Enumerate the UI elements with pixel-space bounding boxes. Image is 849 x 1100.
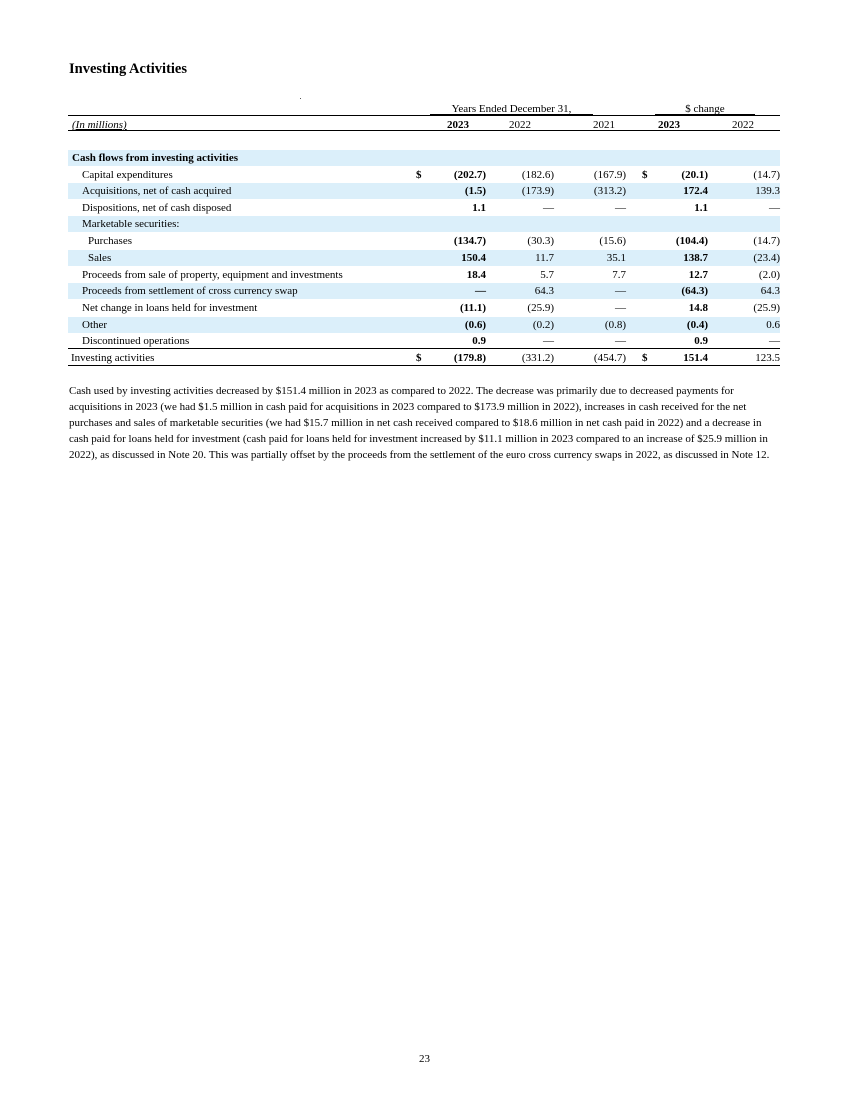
table-row: [68, 317, 780, 333]
cell-2022: (173.9): [521, 185, 554, 197]
cell-change-2023: (104.4): [675, 235, 708, 247]
row-label: Capital expenditures: [82, 169, 173, 181]
table-row: [68, 216, 780, 232]
cell-change-2022: (14.7): [753, 169, 780, 181]
dollar-change-header: $ change: [685, 103, 725, 115]
total-row: [68, 350, 780, 366]
row-label: Marketable securities:: [82, 218, 180, 230]
cell-change-2023: 172.4: [683, 185, 708, 197]
cell-2021: —: [615, 202, 626, 214]
cell-change-2022: —: [769, 335, 780, 347]
cell-2023: 150.4: [461, 252, 486, 264]
cell-2021: 35.1: [606, 252, 626, 264]
cell-change-2023: 14.8: [688, 302, 708, 314]
row-label: Sales: [88, 252, 112, 264]
cell-change-2022: (25.9): [753, 302, 780, 314]
cell-2022: 64.3: [534, 285, 554, 297]
section-heading: Investing Activities: [69, 61, 188, 77]
section-row: [68, 150, 780, 166]
page-number: 23: [419, 1053, 430, 1065]
total-bottom-rule: [68, 365, 780, 366]
cell-2021: —: [615, 335, 626, 347]
cell-change-2023: 1.1: [694, 202, 708, 214]
cell-change-2023: (0.4): [686, 319, 708, 331]
table-row: [68, 300, 780, 316]
table-row: [68, 183, 780, 199]
table-row: [68, 233, 780, 249]
cell-2021: (15.6): [599, 235, 626, 247]
total-cell-2023: (179.8): [453, 352, 486, 364]
cell-2022: (30.3): [527, 235, 554, 247]
row-label: Proceeds from sale of property, equipment and investments: [82, 269, 343, 281]
stray-dot: [300, 98, 301, 99]
col-header-change-2022: 2022: [732, 119, 754, 131]
row-label: Acquisitions, net of cash acquired: [82, 185, 232, 197]
cell-change-2023: 12.7: [688, 269, 708, 281]
cell-2021: (0.8): [604, 319, 626, 331]
table-row: [68, 250, 780, 266]
cell-change-2022: 139.3: [755, 185, 780, 197]
header-bottom-rule: [68, 130, 780, 131]
table-row: [68, 283, 780, 299]
cell-change-2022: (2.0): [758, 269, 780, 281]
cell-change-2023: (64.3): [681, 285, 708, 297]
table-top-rule: [68, 115, 780, 116]
table-row: [68, 333, 780, 349]
currency-symbol: $: [642, 352, 648, 364]
total-cell-change-2023: 151.4: [683, 352, 708, 364]
cell-2023: 18.4: [466, 269, 486, 281]
cell-change-2023: 0.9: [694, 335, 708, 347]
table-row: [68, 267, 780, 283]
cell-2023: (11.1): [460, 302, 486, 314]
change-group-underline: [655, 114, 755, 115]
cell-2023: (202.7): [453, 169, 486, 181]
cell-change-2022: 0.6: [766, 319, 780, 331]
cell-2023: 0.9: [472, 335, 486, 347]
cell-2022: —: [543, 335, 554, 347]
total-label: Investing activities: [71, 352, 155, 364]
currency-symbol: $: [416, 352, 422, 364]
cell-change-2022: —: [769, 202, 780, 214]
row-label: Dispositions, net of cash disposed: [82, 202, 232, 214]
section-title: Cash flows from investing activities: [72, 152, 239, 164]
row-label: Discontinued operations: [82, 335, 190, 347]
col-header-2021: 2021: [593, 119, 615, 131]
cell-change-2023: (20.1): [681, 169, 708, 181]
cell-2021: 7.7: [612, 269, 626, 281]
cell-2022: (0.2): [532, 319, 554, 331]
total-cell-change-2022: 123.5: [755, 352, 780, 364]
total-top-rule: [68, 348, 780, 349]
years-group-underline: [430, 114, 593, 115]
cell-2022: —: [543, 202, 554, 214]
cell-2023: (1.5): [464, 185, 486, 197]
cell-2021: —: [615, 302, 626, 314]
cell-2023: 1.1: [472, 202, 486, 214]
units-label: (In millions): [72, 119, 127, 131]
cell-change-2022: 64.3: [760, 285, 780, 297]
years-ended-header: Years Ended December 31,: [451, 103, 572, 115]
analysis-paragraph: Cash used by investing activities decreased by $151.4 million in 2023 as compared to 2022. The decrease was primarily due to decreased payments for acquisitions in 2023 (we had $1.5 million in cash paid for acquisitions in 2023 compared to $173.9 million in 2022), increases in cash received for the net purchases and sales of marketable securities (we had $15.7 million in net cash received compared to $18.6 million in net cash paid in 2022) and a decrease in cash paid for loans held for investment (cash paid for loans held for investment increased by $11.1 million in 2023 compared to an increase of $25.9 million in 2022), as discussed in Note 20. This was partially offset by the proceeds from the settlement of the euro cross currency swaps in 2022, as discussed in Note 12.: [69, 385, 770, 461]
cell-change-2022: (14.7): [753, 235, 780, 247]
cell-2021: (313.2): [593, 185, 626, 197]
row-label: Other: [82, 319, 108, 331]
cell-2022: 11.7: [535, 252, 554, 264]
currency-symbol: $: [642, 169, 648, 181]
row-label: Proceeds from settlement of cross currency swap: [82, 285, 298, 297]
table-row: [68, 167, 780, 183]
cell-change-2023: 138.7: [683, 252, 708, 264]
cell-2021: —: [615, 285, 626, 297]
row-label: Purchases: [88, 235, 132, 247]
cell-2023: —: [475, 285, 486, 297]
col-header-2022: 2022: [509, 119, 531, 131]
cell-2021: (167.9): [593, 169, 626, 181]
cell-2022: 5.7: [540, 269, 554, 281]
currency-symbol: $: [416, 169, 422, 181]
table-row: [68, 200, 780, 216]
cell-2023: (134.7): [453, 235, 486, 247]
cell-2023: (0.6): [464, 319, 486, 331]
row-label: Net change in loans held for investment: [82, 302, 258, 314]
total-cell-2022: (331.2): [521, 352, 554, 364]
cell-2022: (182.6): [521, 169, 554, 181]
col-header-change-2023: 2023: [658, 119, 680, 131]
cell-2022: (25.9): [527, 302, 554, 314]
total-cell-2021: (454.7): [593, 352, 626, 364]
col-header-2023: 2023: [447, 119, 469, 131]
cell-change-2022: (23.4): [753, 252, 780, 264]
